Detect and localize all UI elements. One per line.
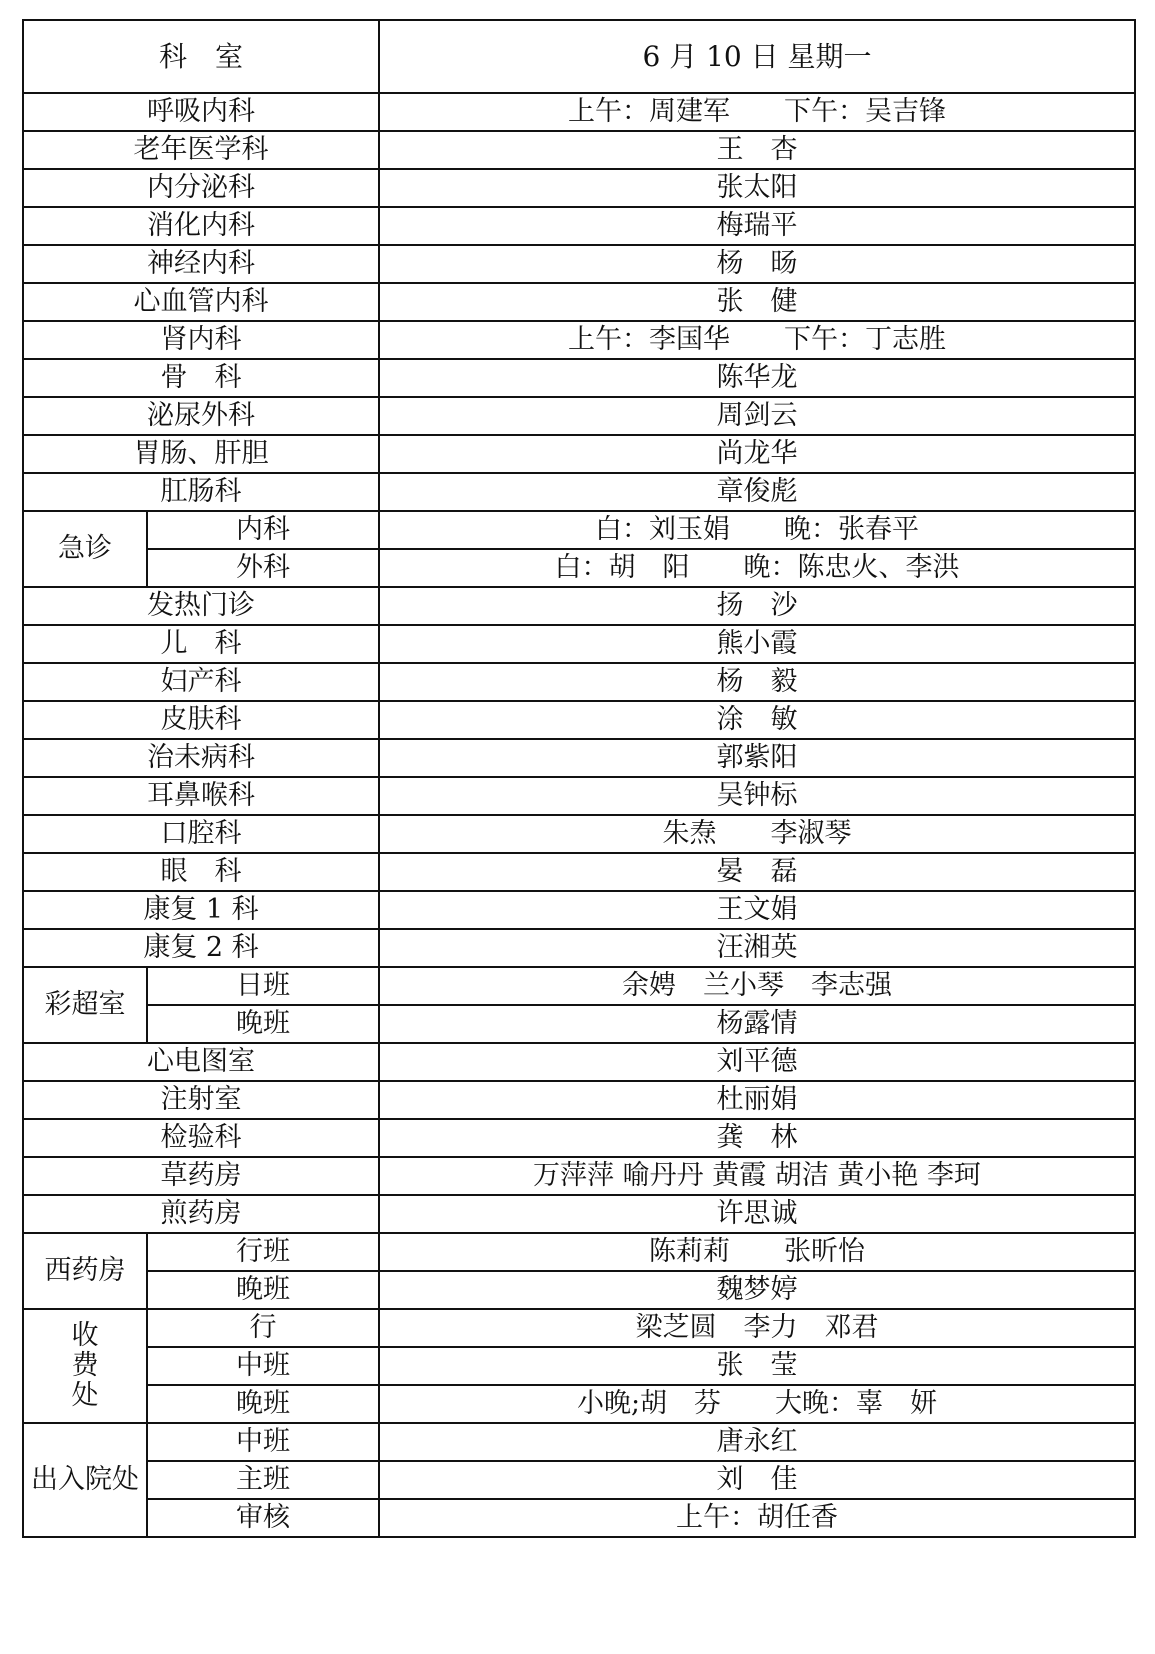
staff-cell: 魏梦婷 [379, 1271, 1135, 1309]
table-row [23, 1385, 1135, 1423]
shift-cell: 中班 [147, 1347, 379, 1385]
shift-cell: 晚班 [147, 1005, 379, 1043]
dept-cell: 眼 科 [23, 853, 379, 891]
staff-cell: 梅瑞平 [379, 207, 1135, 245]
shift-cell: 审核 [147, 1499, 379, 1537]
dept-cell: 草药房 [23, 1157, 379, 1195]
table-row [23, 587, 1135, 625]
shift-cell: 主班 [147, 1461, 379, 1499]
group-ultrasound: 彩超室 [23, 967, 147, 1043]
staff-cell: 张太阳 [379, 169, 1135, 207]
shift-cell: 晚班 [147, 1385, 379, 1423]
table-row [23, 1043, 1135, 1081]
staff-cell: 晏 磊 [379, 853, 1135, 891]
table-row [23, 663, 1135, 701]
group-pharmacy: 西药房 [23, 1233, 147, 1309]
staff-cell: 白：胡 阳 晚：陈忠火、李洪 [379, 549, 1135, 587]
staff-cell: 上午：周建军 下午：吴吉锋 [379, 93, 1135, 131]
table-row [23, 1157, 1135, 1195]
staff-cell: 杨 毅 [379, 663, 1135, 701]
dept-cell: 康复 2 科 [23, 929, 379, 967]
dept-cell: 皮肤科 [23, 701, 379, 739]
table-row [23, 625, 1135, 663]
dept-cell: 心电图室 [23, 1043, 379, 1081]
table-row [23, 967, 1135, 1005]
dept-cell: 胃肠、肝胆 [23, 435, 379, 473]
table-row [23, 283, 1135, 321]
staff-cell: 小晚;胡 芬 大晚：辜 妍 [379, 1385, 1135, 1423]
table-row [23, 245, 1135, 283]
staff-cell: 刘 佳 [379, 1461, 1135, 1499]
table-row [23, 1005, 1135, 1043]
dept-cell: 治未病科 [23, 739, 379, 777]
table-row [23, 1347, 1135, 1385]
table-row [23, 1423, 1135, 1461]
duty-roster-table [22, 19, 1136, 1538]
staff-cell: 郭紫阳 [379, 739, 1135, 777]
staff-cell: 杨露情 [379, 1005, 1135, 1043]
staff-cell: 扬 沙 [379, 587, 1135, 625]
table-row [23, 511, 1135, 549]
dept-cell: 消化内科 [23, 207, 379, 245]
staff-cell: 许思诚 [379, 1195, 1135, 1233]
staff-cell: 王 杏 [379, 131, 1135, 169]
table-row [23, 853, 1135, 891]
staff-cell: 周剑云 [379, 397, 1135, 435]
table-row [23, 815, 1135, 853]
table-row [23, 321, 1135, 359]
dept-cell: 神经内科 [23, 245, 379, 283]
shift-cell: 晚班 [147, 1271, 379, 1309]
staff-cell: 万萍萍 喻丹丹 黄霞 胡洁 黄小艳 李珂 [379, 1157, 1135, 1195]
dept-cell: 检验科 [23, 1119, 379, 1157]
table-row [23, 207, 1135, 245]
shift-cell: 日班 [147, 967, 379, 1005]
staff-cell: 白：刘玉娟 晚：张春平 [379, 511, 1135, 549]
table-row [23, 1195, 1135, 1233]
group-emergency: 急诊 [23, 511, 147, 587]
shift-cell: 外科 [147, 549, 379, 587]
shift-cell: 行班 [147, 1233, 379, 1271]
table-row [23, 777, 1135, 815]
table-row [23, 131, 1135, 169]
dept-cell: 煎药房 [23, 1195, 379, 1233]
dept-cell: 康复 1 科 [23, 891, 379, 929]
table-row [23, 93, 1135, 131]
staff-cell: 尚龙华 [379, 435, 1135, 473]
staff-cell: 张 莹 [379, 1347, 1135, 1385]
table-row [23, 701, 1135, 739]
table-row [23, 1081, 1135, 1119]
group-cashier: 收 费 处 [23, 1309, 147, 1423]
staff-cell: 刘平德 [379, 1043, 1135, 1081]
table-row [23, 929, 1135, 967]
table-row [23, 1499, 1135, 1537]
table-row [23, 397, 1135, 435]
dept-cell: 儿 科 [23, 625, 379, 663]
header-row [23, 20, 1135, 93]
table-row [23, 549, 1135, 587]
staff-cell: 杜丽娟 [379, 1081, 1135, 1119]
table-row [23, 169, 1135, 207]
table-row [23, 739, 1135, 777]
dept-cell: 肾内科 [23, 321, 379, 359]
staff-cell: 上午：胡任香 [379, 1499, 1135, 1537]
staff-cell: 陈华龙 [379, 359, 1135, 397]
dept-cell: 内分泌科 [23, 169, 379, 207]
staff-cell: 龚 林 [379, 1119, 1135, 1157]
dept-cell: 骨 科 [23, 359, 379, 397]
shift-cell: 行 [147, 1309, 379, 1347]
table-row [23, 435, 1135, 473]
staff-cell: 杨 旸 [379, 245, 1135, 283]
header-date: 6 月 10 日 星期一 [379, 20, 1135, 93]
table-row [23, 1309, 1135, 1347]
staff-cell: 章俊彪 [379, 473, 1135, 511]
duty-roster-sheet [22, 19, 1134, 1634]
staff-cell: 陈莉莉 张昕怡 [379, 1233, 1135, 1271]
staff-cell: 汪湘英 [379, 929, 1135, 967]
dept-cell: 老年医学科 [23, 131, 379, 169]
staff-cell: 王文娟 [379, 891, 1135, 929]
dept-cell: 呼吸内科 [23, 93, 379, 131]
staff-cell: 张 健 [379, 283, 1135, 321]
table-row [23, 1119, 1135, 1157]
table-row [23, 1271, 1135, 1309]
shift-cell: 中班 [147, 1423, 379, 1461]
staff-cell: 余娉 兰小琴 李志强 [379, 967, 1135, 1005]
table-row [23, 473, 1135, 511]
dept-cell: 发热门诊 [23, 587, 379, 625]
dept-cell: 肛肠科 [23, 473, 379, 511]
table-row [23, 1461, 1135, 1499]
dept-cell: 耳鼻喉科 [23, 777, 379, 815]
shift-cell: 内科 [147, 511, 379, 549]
table-row [23, 1233, 1135, 1271]
staff-cell: 梁芝圆 李力 邓君 [379, 1309, 1135, 1347]
table-row [23, 359, 1135, 397]
dept-cell: 注射室 [23, 1081, 379, 1119]
dept-cell: 泌尿外科 [23, 397, 379, 435]
staff-cell: 熊小霞 [379, 625, 1135, 663]
staff-cell: 涂 敏 [379, 701, 1135, 739]
dept-cell: 妇产科 [23, 663, 379, 701]
staff-cell: 朱焘 李淑琴 [379, 815, 1135, 853]
dept-cell: 口腔科 [23, 815, 379, 853]
group-admission: 出入院处 [23, 1423, 147, 1537]
staff-cell: 上午：李国华 下午：丁志胜 [379, 321, 1135, 359]
header-dept: 科 室 [23, 20, 379, 93]
dept-cell: 心血管内科 [23, 283, 379, 321]
staff-cell: 唐永红 [379, 1423, 1135, 1461]
staff-cell: 吴钟标 [379, 777, 1135, 815]
table-row [23, 891, 1135, 929]
